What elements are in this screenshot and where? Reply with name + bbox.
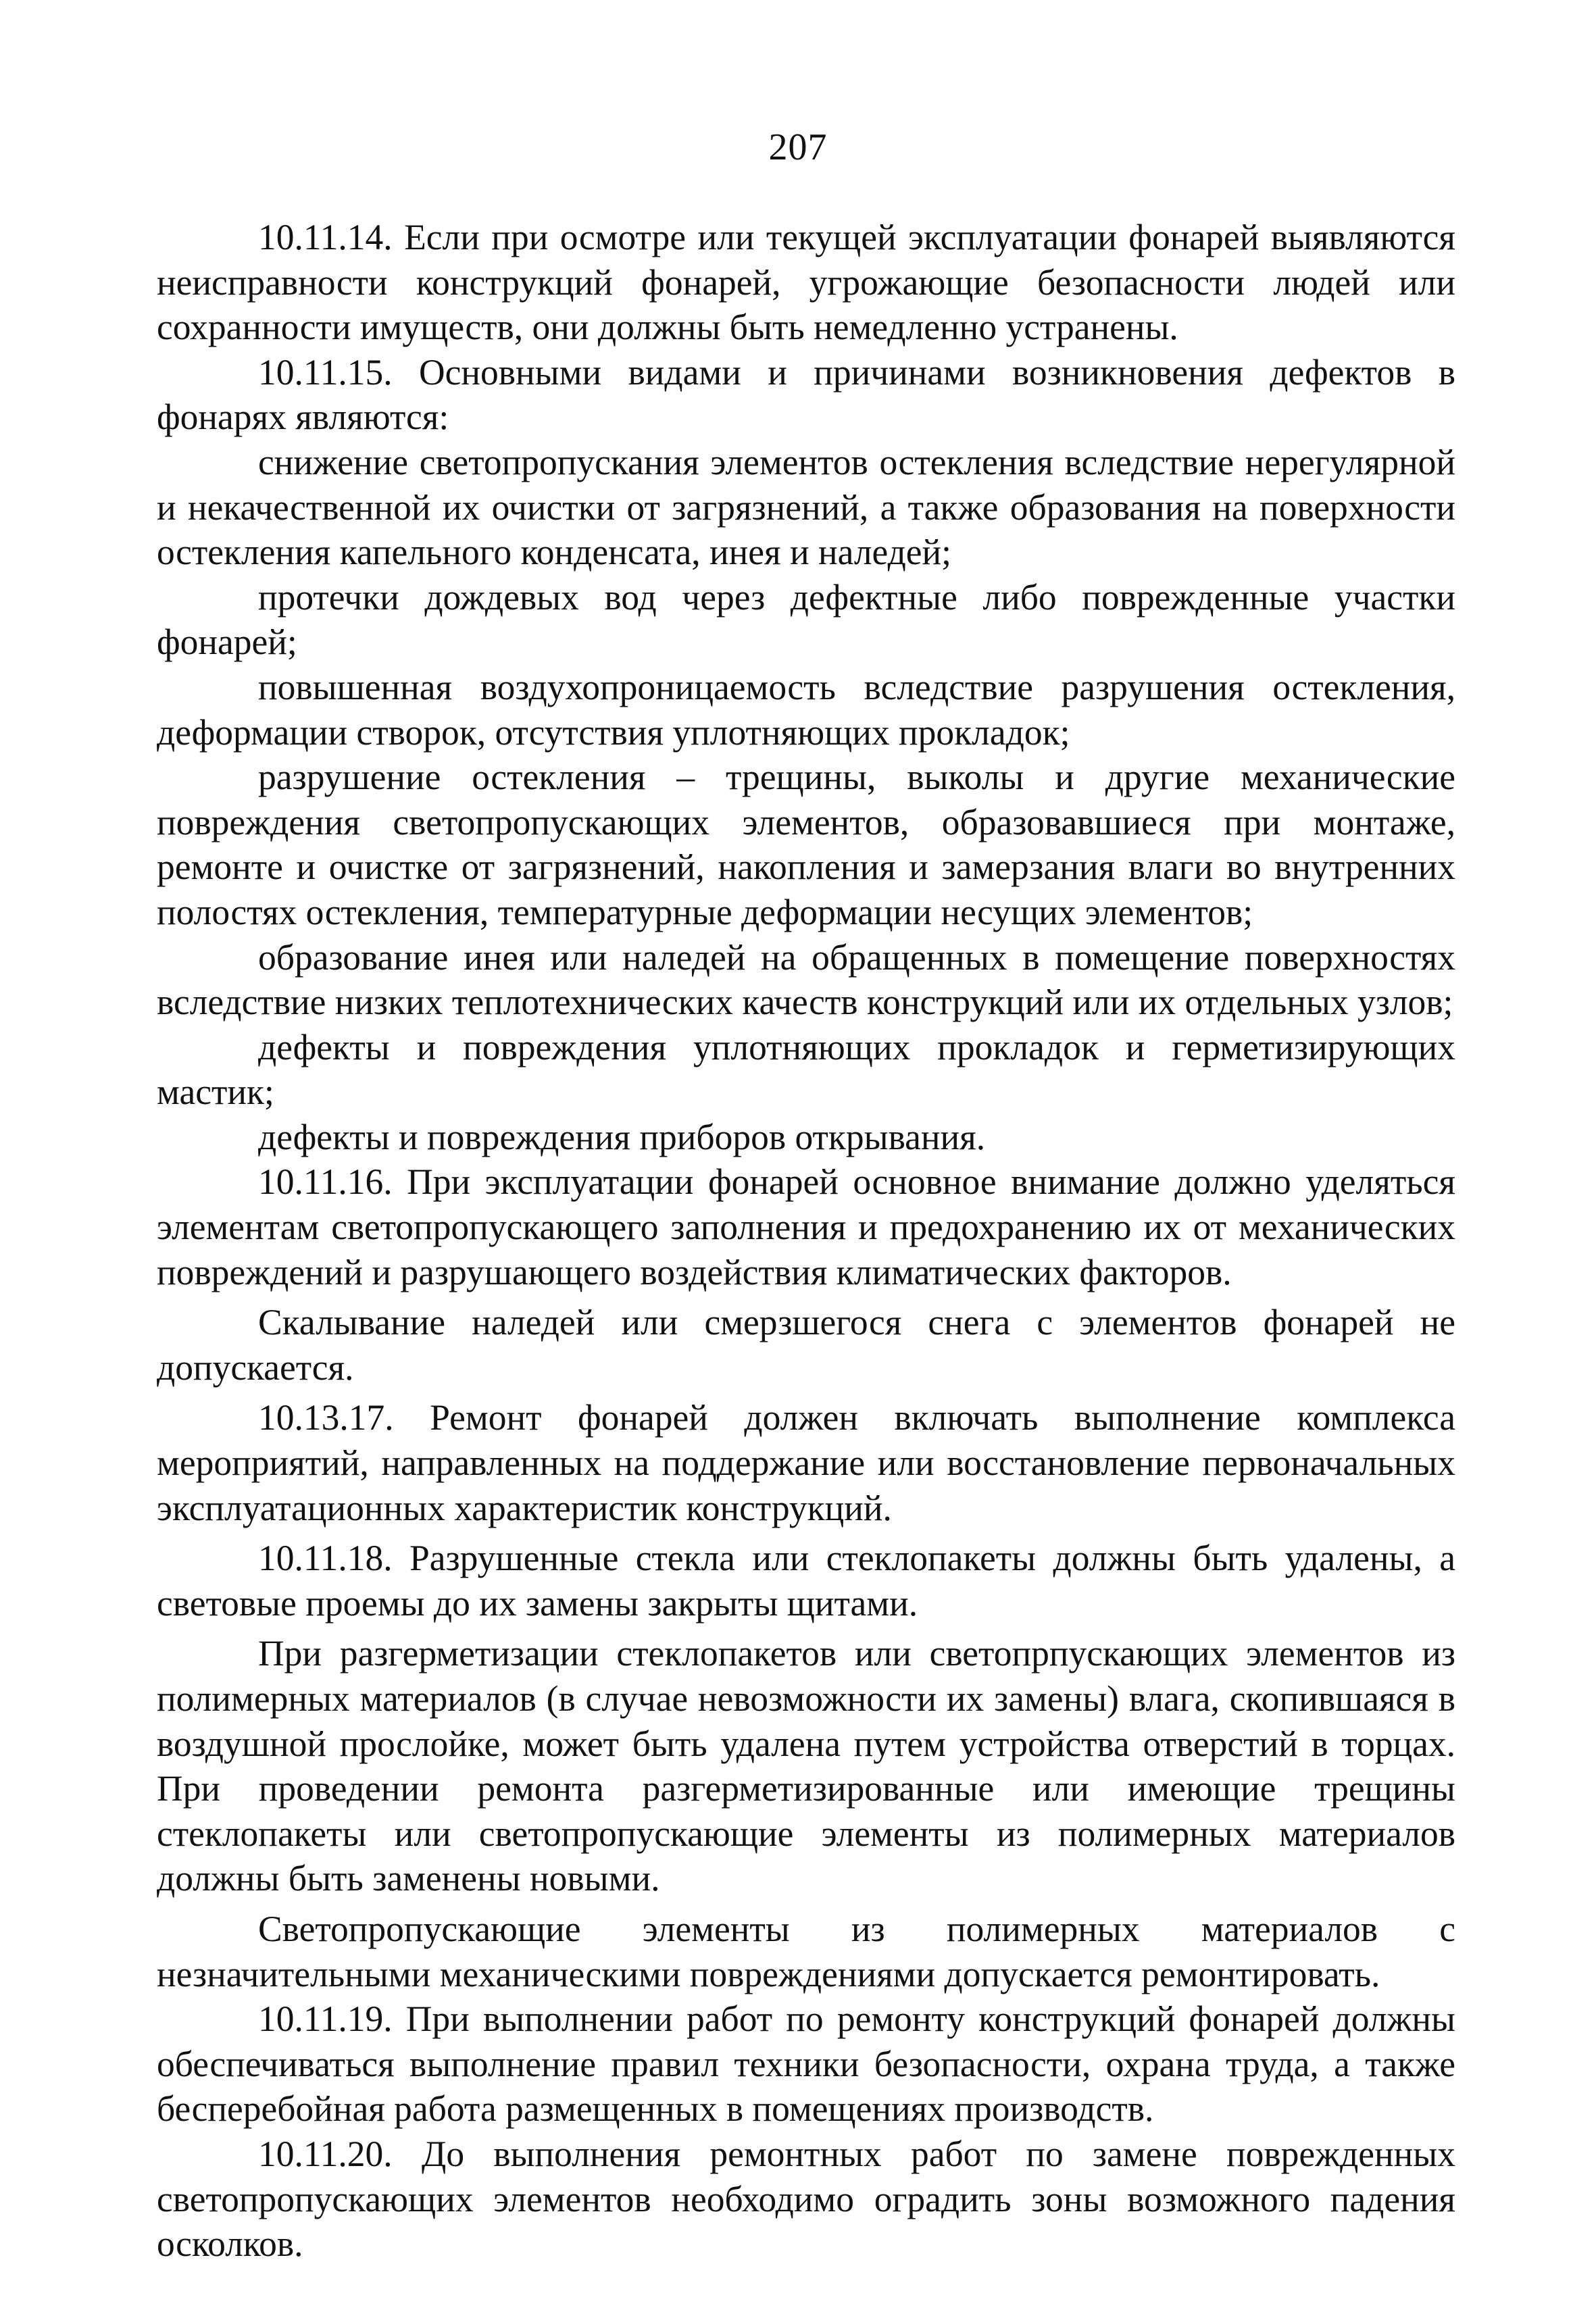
defect-item-openers: дефекты и повреждения приборов открывания. [258, 1116, 986, 1157]
paragraph-10-11-20: 10.11.20. До выполнения ремонтных работ по замене поврежденных светопропускающих элементов необходимо оградить зоны возможного падения осколков. [157, 2133, 1455, 2265]
defect-item-glazing-destruction: разрушение остекления – трещины, выколы и другие механические повреждения светопропускающих элементов, образовавшиеся при монтаже, ремонте и очистке от загрязнений, накопления и замерзания влаги во внутренних полостях остекления, температурные деформации несущих элементов; [157, 757, 1455, 932]
defect-item-transmission: снижение светопропускания элементов остекления вследствие нерегулярной и некачественной их очистки от загрязнений, а также образования на поверхности остекления капельного конденсата, инея и наледей; [157, 441, 1455, 573]
paragraph-10-11-18: 10.11.18. Разрушенные стекла или стеклопакеты должны быть удалены, а световые проемы до их замены закрыты щитами. [157, 1538, 1455, 1624]
paragraph-10-13-17: 10.13.17. Ремонт фонарей должен включать выполнение комплекса мероприятий, направленных на поддержание или восстановление первоначальных эксплуатационных характеристик конструкций. [157, 1397, 1455, 1528]
paragraph-depressurization: При разгерметизации стеклопакетов или светопрпускающих элементов из полимерных материалов (в случае невозможности их замены) влага, скопившаяся в воздушной прослойке, может быть удалена путем устройства отверстий в торцах. При проведении ремонта разгерметизированные или имеющие трещины стеклопакеты или светопропускающие элементы из полимерных материалов должны быть заменены новыми. [157, 1633, 1455, 1899]
defect-item-leaks: протечки дождевых вод через дефектные либо поврежденные участки фонарей; [157, 576, 1455, 663]
document-body [157, 215, 1455, 2267]
defect-item-seals: дефекты и повреждения уплотняющих прокладок и герметизирующих мастик; [157, 1026, 1455, 1113]
paragraph-10-11-14: 10.11.14. Если при осмотре или текущей эксплуатации фонарей выявляются неисправности конструкций фонарей, угрожающие безопасности людей или сохранности имуществ, они должны быть немедленно устранены. [157, 217, 1455, 348]
paragraph-10-11-15: 10.11.15. Основными видами и причинами возникновения дефектов в фонарях являются: [157, 351, 1455, 438]
defect-item-air-permeability: повышенная воздухопроницаемость вследствие разрушения остекления, деформации створок, отсутствия уплотняющих прокладок; [157, 666, 1455, 753]
defect-item-frost: образование инея или наледей на обращенных в помещение поверхностях вследствие низких теплотехнических качеств конструкций или их отдельных узлов; [157, 936, 1455, 1023]
paragraph-10-11-19: 10.11.19. При выполнении работ по ремонту конструкций фонарей должны обеспечиваться выполнение правил техники безопасности, охрана труда, а также бесперебойная работа размещенных в помещениях производств. [157, 1998, 1455, 2130]
page-number: 207 [768, 126, 828, 168]
paragraph-polymer-repair: Светопропускающие элементы из полимерных материалов с незначительными механическими повреждениями допускается ремонтировать. [157, 1908, 1455, 1994]
paragraph-ice-removal: Скалывание наледей или смерзшегося снега с элементов фонарей не допускается. [157, 1302, 1455, 1388]
paragraph-10-11-16: 10.11.16. При эксплуатации фонарей основное внимание должно уделяться элементам светопропускающего заполнения и предохранению их от механических повреждений и разрушающего воздействия климатических факторов. [157, 1161, 1455, 1292]
